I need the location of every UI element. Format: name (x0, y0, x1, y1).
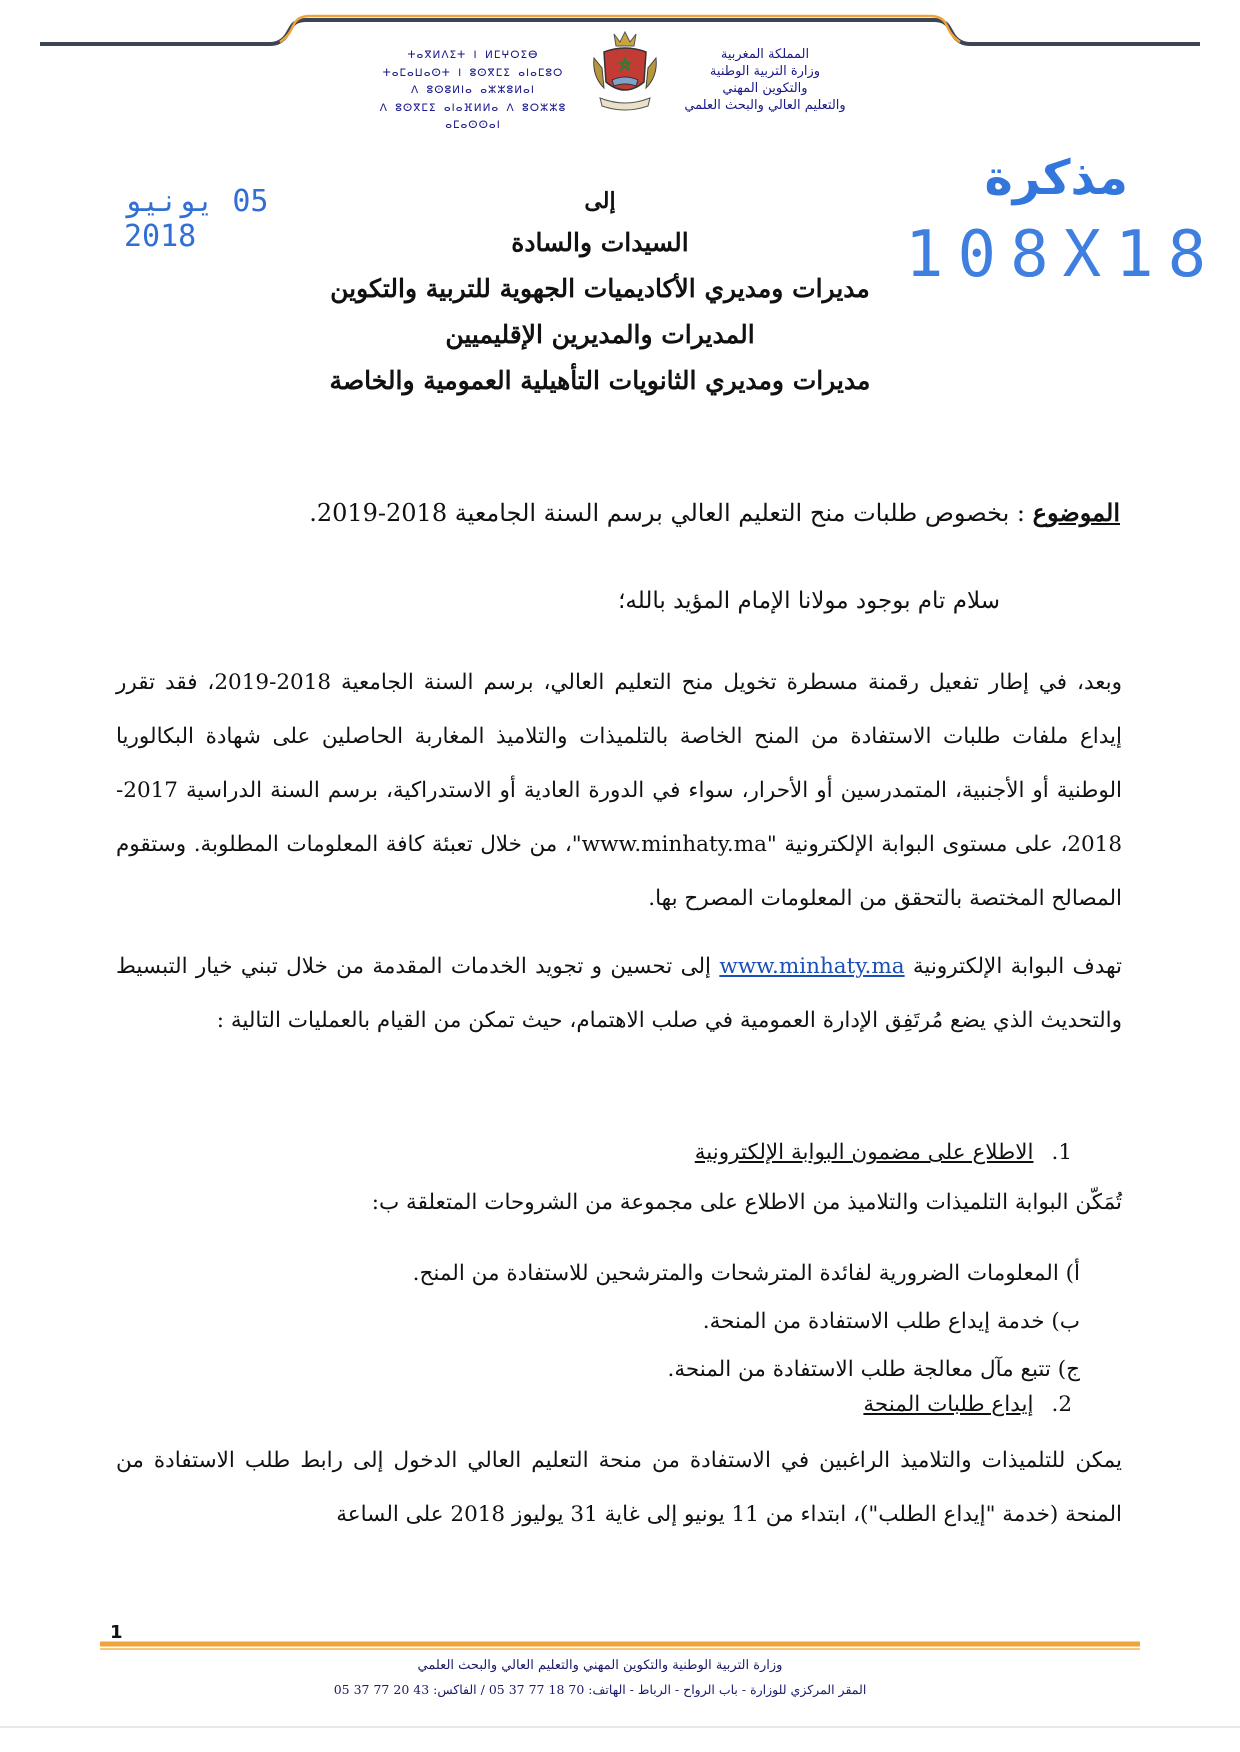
addressees-block (280, 182, 920, 404)
ministry-tifinagh-line: ⵜⴰⴳⵍⴷⵉⵜ ⵏ ⵍⵎⵖⵔⵉⴱ (407, 49, 539, 61)
ministry-arabic-line: وزارة التربية الوطنية (709, 64, 821, 79)
date-stamp: 05 يونيو 2018 (124, 184, 269, 254)
list-item: أ) المعلومات الضرورية لفائدة المترشحات والمترشحين للاستفادة من المنح. (412, 1261, 1080, 1286)
ministry-arabic-line: والتعليم العالي والبحث العلمي (684, 98, 846, 113)
addressee-line: مديرات ومديري الأكاديميات الجهوية للتربية والتكوين (330, 274, 870, 303)
section-1-title: الاطلاع على مضمون البوابة الإلكترونية (694, 1140, 1034, 1165)
addressee-line: مديرات ومديري الثانويات التأهيلية العمومية والخاصة (329, 366, 871, 395)
section-2-number: 2. (1051, 1392, 1072, 1417)
footer-address: المقر المركزي للوزارة - باب الرواح - الرباط - الهاتف: 70 18 77 37 05 / الفاكس: 43 20 77 37 05 (333, 1682, 867, 1697)
list-item: ج) تتبع مآل معالجة طلب الاستفادة من المنحة. (667, 1357, 1080, 1382)
ministry-tifinagh-line: ⵜⴰⵎⴰⵡⴰⵙⵜ ⵏ ⵓⵙⴳⵎⵉ ⴰⵏⴰⵎⵓⵔ (382, 66, 564, 79)
ministry-tifinagh-line: ⴷ ⵓⵙⵓⵍⵏⴰ ⴰⵣⵣⵓⵍⴰⵏ (411, 84, 535, 96)
subject-line (120, 498, 1120, 527)
subject-label: الموضوع (1032, 498, 1120, 527)
section-1-items (180, 1250, 1080, 1394)
footer-divider (0, 1726, 1240, 1728)
page-number: 1 (110, 1622, 123, 1643)
footer-decoration (100, 1640, 1140, 1654)
addressee-line: السيدات والسادة (511, 228, 689, 257)
subject-separator: : (1009, 499, 1033, 527)
footer-ministry-name: وزارة التربية الوطنية والتكوين المهني والتعليم العالي والبحث العلمي (417, 1658, 783, 1673)
memo-number-stamp: 108X18 (905, 218, 1221, 292)
section-2-body: يمكن للتلميذات والتلاميذ الراغبين في الاستفادة من منحة التعليم العالي الدخول إلى رابط طلب الاستفادة من المنحة (خدمة "إيداع الطلب")، ابتداء من 11 يونيو إلى غاية 31 يوليوز 2018 على الساعة (116, 1448, 1122, 1527)
section-1-heading (695, 1140, 1072, 1165)
addressee-line: إلى (584, 188, 616, 214)
body-paragraph-2 (116, 940, 1122, 1048)
ministry-arabic-line: والتكوين المهني (722, 81, 808, 96)
section-1-number: 1. (1051, 1140, 1072, 1165)
greeting: سلام تام بوجود مولانا الإمام المؤيد بالله؛ (618, 588, 1000, 614)
ministry-name-tifinagh (368, 47, 578, 135)
section-2-heading (863, 1392, 1072, 1417)
subject-text: بخصوص طلبات منح التعليم العالي برسم السنة الجامعية 2018-2019. (309, 499, 1010, 527)
addressee-line: المديرات والمديرين الإقليميين (445, 320, 755, 349)
list-item: ب) خدمة إيداع طلب الاستفادة من المنحة. (702, 1309, 1080, 1334)
ministry-name-arabic (650, 46, 880, 114)
ministry-tifinagh-line: ⴷ ⵓⵙⴳⵎⵉ ⴰⵏⴰⴼⵍⵍⴰ ⴷ ⵓⵔⵣⵣⵓ ⴰⵎⴰⵙⵙⴰⵏ (379, 101, 567, 131)
memo-label-stamp: مذكرة (984, 150, 1128, 206)
paragraph-2-text-before: تهدف البوابة الإلكترونية (904, 954, 1122, 979)
body-paragraph-1: وبعد، في إطار تفعيل رقمنة مسطرة تخويل منح التعليم العالي، برسم السنة الجامعية 2018-2019، فقد تقرر إيداع ملفات طلبات الاستفادة من المنح الخاصة بالتلميذات والتلاميذ المغاربة الحاصلين على شهادة البكالوريا الوطنية أو الأجنبية، المتمدرسين أو الأحرار، سواء في الدورة العادية أو الاستدراكية، برسم السنة الدراسية 2017-2018، على مستوى البوابة الإلكترونية "www.minhaty.ma"، من خلال تعبئة كافة المعلومات المطلوبة. وستقوم المصالح المختصة بالتحقق من المعلومات المصرح بها. (116, 670, 1122, 911)
section-2-title: إيداع طلبات المنحة (863, 1392, 1034, 1417)
paragraph-2-text-after: إلى تحسين و تجويد الخدمات المقدمة من خلال تبني خيار التبسيط والتحديث الذي يضع مُرتَفِق الإدارة العمومية في صلب الاهتمام، حيث تمكن من القيام بالعمليات التالية : (116, 954, 1122, 1033)
section-1-body: تُمَكّن البوابة التلميذات والتلاميذ من الاطلاع على مجموعة من الشروحات المتعلقة ب: (371, 1190, 1122, 1215)
minhaty-link[interactable]: www.minhaty.ma (719, 954, 905, 979)
ministry-arabic-line: المملكة المغربية (720, 47, 810, 62)
